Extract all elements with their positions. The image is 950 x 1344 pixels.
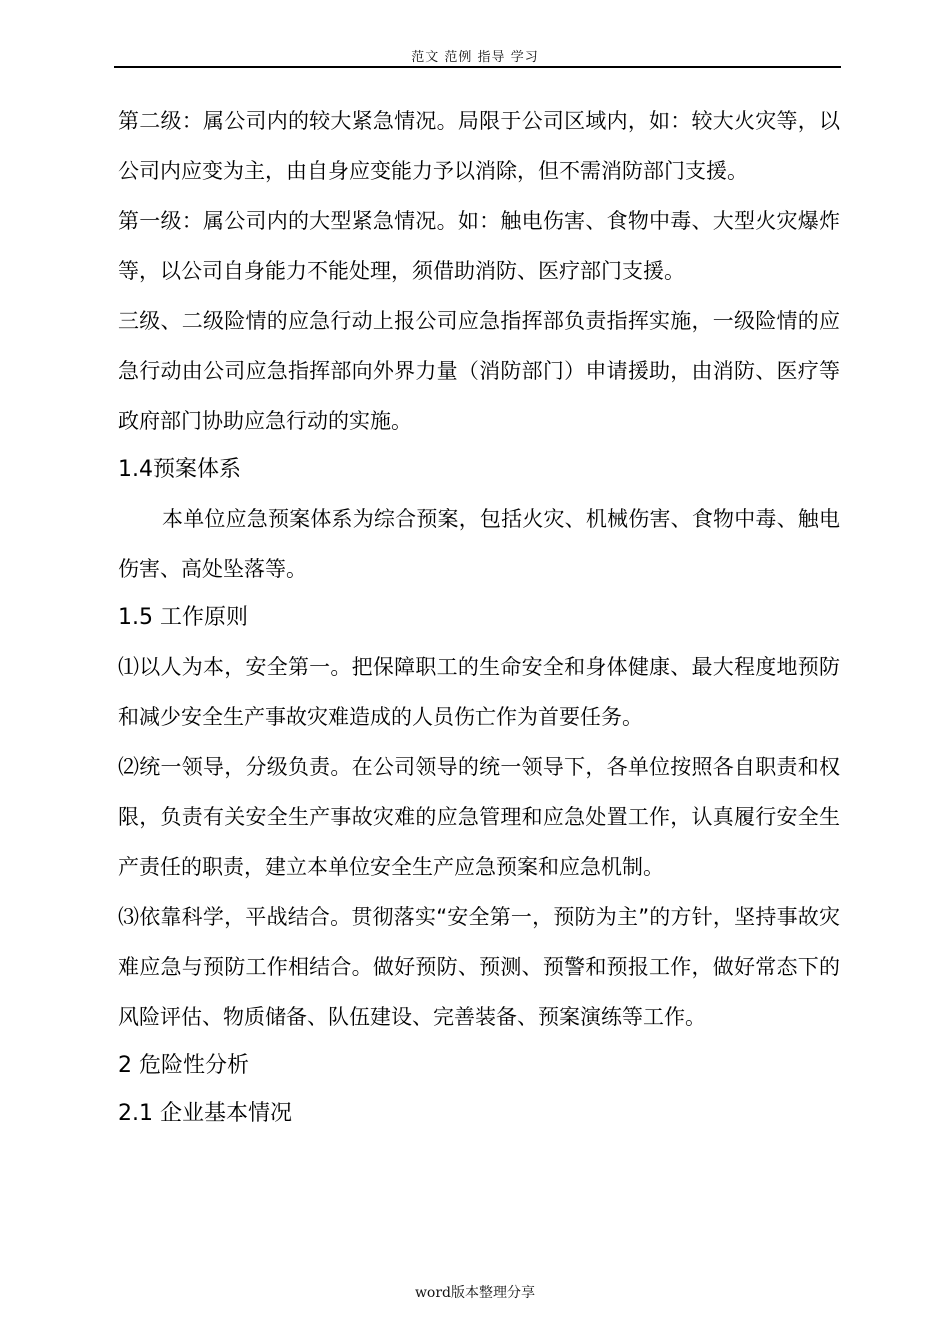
heading-1-5: 1.5 工作原则 <box>118 605 248 630</box>
page-footer: word版本整理分享 <box>414 1285 536 1301</box>
heading-2: 2 危险性分析 <box>118 1053 249 1078</box>
principle-3: ⑶依靠科学，平战结合。贯彻落实“安全第一，预防为主”的方针，坚持事故灾难应急与预防工作相结合。做好预防、预测、预警和预报工作，做好常态下的风险评估、物质储备、队伍建设、完善装备、预案演练等工作。 <box>118 905 840 1029</box>
paragraph-plan-system: 本单位应急预案体系为综合预案，包括火灾、机械伤害、食物中毒、触电伤害、高处坠落等。 <box>118 507 840 581</box>
paragraph-level-1: 第一级：属公司内的大型紧急情况。如：触电伤害、食物中毒、大型火灾爆炸等，以公司自身能力不能处理，须借助消防、医疗部门支援。 <box>118 209 840 283</box>
principle-2: ⑵统一领导，分级负责。在公司领导的统一领导下，各单位按照各自职责和权限，负责有关安全生产事故灾难的应急管理和应急处置工作，认真履行安全生产责任的职责，建立本单位安全生产应急预案和应急机制。 <box>118 755 840 879</box>
paragraph-reporting: 三级、二级险情的应急行动上报公司应急指挥部负责指挥实施，一级险情的应急行动由公司应急指挥部向外界力量（消防部门）申请援助，由消防、医疗等政府部门协助应急行动的实施。 <box>118 309 840 433</box>
heading-1-4: 1.4预案体系 <box>118 457 241 482</box>
header-rule <box>114 66 841 68</box>
document-body <box>118 96 840 1138</box>
page-header: 范文 范例 指导 学习 <box>411 50 539 65</box>
principle-1: ⑴以人为本，安全第一。把保障职工的生命安全和身体健康、最大程度地预防和减少安全生产事故灾难造成的人员伤亡作为首要任务。 <box>118 655 840 729</box>
heading-2-1: 2.1 企业基本情况 <box>118 1101 292 1126</box>
paragraph-level-2: 第二级：属公司内的较大紧急情况。局限于公司区域内，如：较大火灾等，以公司内应变为主，由自身应变能力予以消除，但不需消防部门支援。 <box>118 109 840 183</box>
